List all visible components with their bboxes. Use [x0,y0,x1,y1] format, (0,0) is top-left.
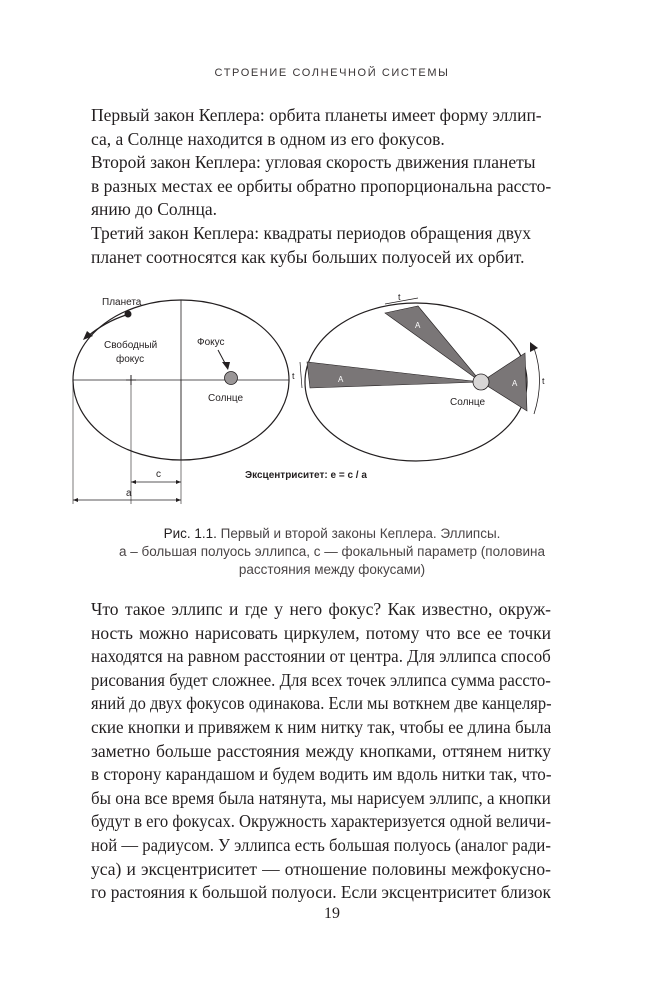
planet-label: Планета [102,297,142,308]
focus-pointer-arrowhead [222,362,230,370]
text-line: яний до двух фокусов одинакова. Если мы воткнем две канцеляр- [91,693,552,714]
kepler-law-1 [91,104,551,151]
text-line: заметно больше расстояния между кнопками, оттянем нитку [91,740,551,761]
caption-title: Первый и второй законы Кеплера. Эллипсы. [216,526,501,541]
running-header: СТРОЕНИЕ СОЛНЕЧНОЙ СИСТЕМЫ [214,67,450,79]
planet-dot [125,311,132,318]
text-line: бы она все время была натянута, мы нарисуем эллипс, а кнопки [91,787,551,808]
kepler-law-2 [91,151,551,222]
text-line: са, а Солнце находится в одном из его фокусов. [91,128,445,149]
t-marker-left-line [300,362,302,388]
text-line: в разных местах ее орбиты обратно пропорциональна рассто- [91,175,552,196]
kepler-laws-figure [60,290,620,515]
text-line: в сторону карандашом и будем водить им вдоль нитки так, что- [91,764,552,785]
eccentricity-label: Эксцентриситет: e = c / a [245,470,367,481]
t-label-left: t [292,371,295,381]
sector-label-right: A [512,379,518,388]
text-line: Третий закон Кеплера: квадраты периодов обращения двух [91,223,531,243]
free-focus-label: Свободный [104,340,158,351]
sector-top [385,306,481,382]
dim-a-arrow-r [176,498,181,502]
text-line: Первый закон Кеплера: орбита планеты имеет форму эллип- [91,105,542,125]
a-label: a [126,488,132,499]
text-line: Что такое эллипс и где у него фокус? Как известно, окруж- [91,599,551,619]
text-line: уса) и эксцентриситет — отношение половины межфокусно- [91,858,551,879]
sector-label-left: A [338,375,344,384]
text-line: янию до Солнца. [91,199,218,220]
figure-caption [0,525,664,579]
figure-number: Рис. 1.1. [163,526,217,541]
caption-line-2: a – большая полуось эллипса, c — фокальный параметр (половина [118,544,546,559]
page-number: 19 [324,905,340,922]
t-label-right: t [542,376,545,386]
dim-c-arrow-r [176,480,181,484]
c-label: c [156,469,161,480]
sector-label-top: A [415,321,421,330]
caption-line-3: расстояния между фокусами) [238,562,426,577]
text-line: го растояния к большой полуоси. Если эксцентриситет близок [91,882,551,903]
text-line: Второй закон Кеплера: угловая скорость движения планеты [91,152,536,172]
text-line: планет соотносятся как кубы больших полуосей их орбит. [91,246,525,267]
sun-label-right: Солнце [450,397,486,408]
sun-right [473,374,489,390]
text-line: ной — радиусом. У эллипса есть большая полуось (аналог ради- [91,834,551,855]
text-line: ские кнопки и привяжем к ним нитку так, чтобы ее длина была [91,716,552,737]
sun-label-left: Солнце [208,393,244,404]
text-line: рисования будет сложнее. Для всех точек эллипса сумма рассто- [91,669,551,690]
kepler-law-3 [91,222,551,269]
t-marker-right-arrowhead [530,342,538,352]
dim-c-arrow-l [131,480,136,484]
caption-line-1 [0,525,664,543]
focus-label: Фокус [197,337,225,348]
sector-left [307,362,481,388]
text-line: будут в его фокусах. Окружность характеризуется одной величи- [91,811,551,832]
text-line: ность можно нарисовать циркулем, потому что все ее точки [91,622,551,643]
text-line: находятся на равном расстоянии от центра. Для эллипса способ [91,646,551,667]
t-marker-right-arc [534,348,540,414]
main-paragraph [91,598,551,905]
dim-a-arrow-l [73,498,78,502]
free-focus-label-2: фокус [116,354,145,365]
t-label-top: t [398,292,401,302]
sun-left [225,372,238,385]
